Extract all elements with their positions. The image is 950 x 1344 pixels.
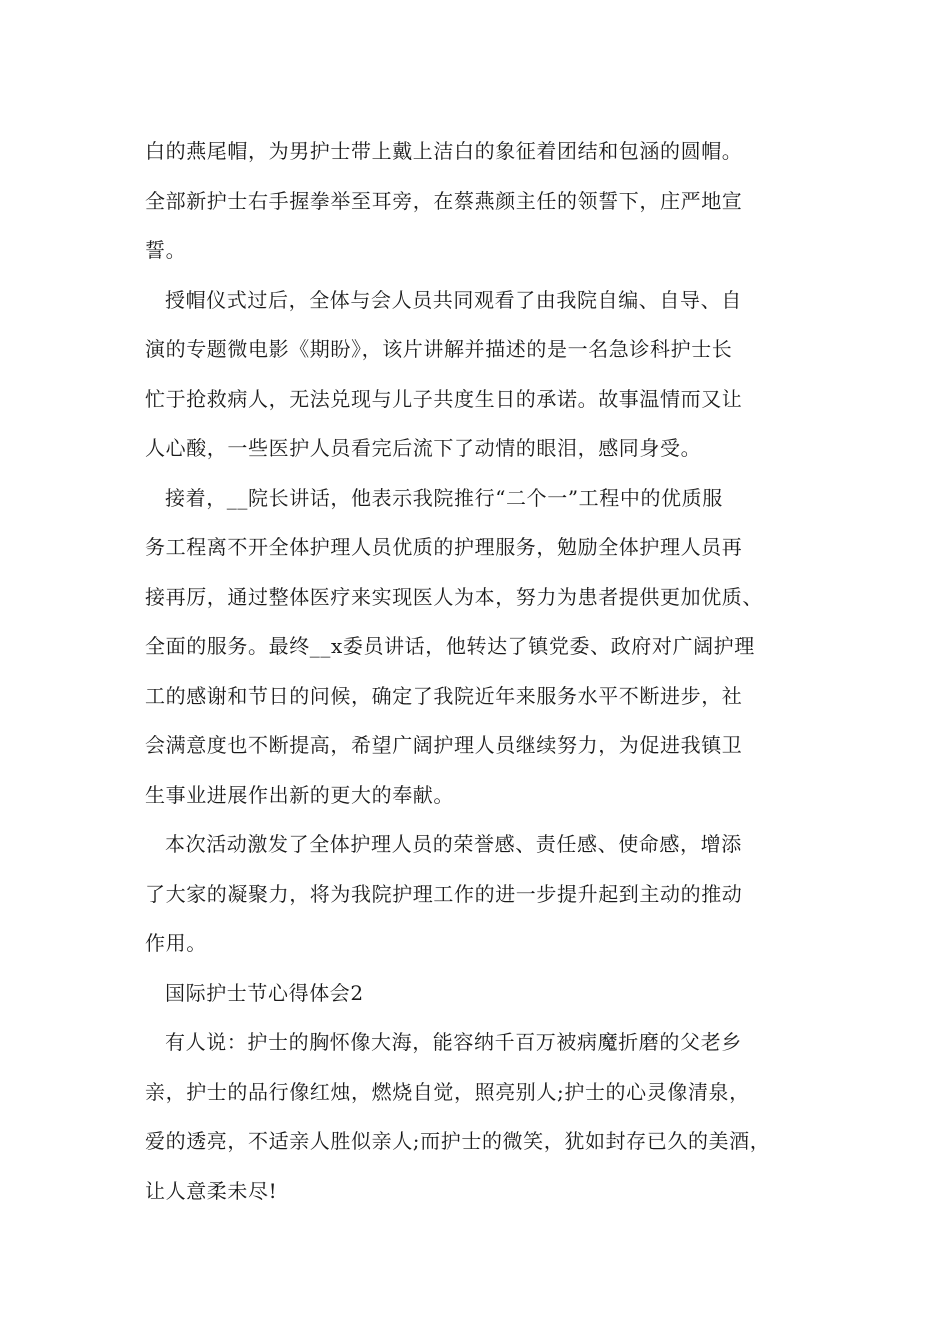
text-line: 让人意柔未尽!: [145, 1178, 278, 1203]
section-heading: [145, 969, 825, 1019]
text-line: 务工程离不开全体护理人员优质的护理服务，勉励全体护理人员再: [145, 535, 743, 559]
text-line: 白的燕尾帽，为男护士带上戴上洁白的象征着团结和包涵的圆帽。: [145, 139, 743, 163]
text-line: 了大家的凝聚力，将为我院护理工作的进一步提升起到主动的推动: [145, 881, 743, 906]
paragraph: [145, 127, 825, 276]
paragraph: [145, 276, 825, 474]
text-line: 本次活动激发了全体护理人员的荣誉感、责任感、使命感，增添: [165, 832, 742, 856]
paragraph: [145, 474, 825, 821]
document-body: [145, 127, 825, 1216]
text-line: 接着，__院长讲话，他表示我院推行“二个一”工程中的优质服: [165, 485, 723, 510]
text-line: 演的专题微电影《期盼》，该片讲解并描述的是一名急诊科护士长: [145, 337, 733, 361]
text-line: 会满意度也不断提高，希望广阔护理人员继续努力，为促进我镇卫: [145, 733, 743, 757]
text-line: 授帽仪式过后，全体与会人员共同观看了由我院自编、自导、自: [165, 287, 742, 312]
text-line: 亲，护士的品行像红烛，燃烧自觉，照亮别人;护士的心灵像清泉，: [145, 1079, 750, 1104]
text-line: 爱的透亮，不适亲人胜似亲人;而护士的微笑，犹如封存已久的美酒，: [145, 1129, 771, 1153]
heading-text: 国际护士节心得体会2: [165, 980, 364, 1005]
text-line: 有人说：护士的胸怀像大海，能容纳千百万被病魔折磨的父老乡: [165, 1030, 742, 1054]
text-line: 忙于抢救病人，无法兑现与儿子共度生日的承诺。故事温情而又让: [145, 386, 743, 411]
text-line: 全面的服务。最终__x委员讲话，他转达了镇党委、政府对广阔护理: [145, 634, 755, 658]
paragraph: [145, 1018, 825, 1216]
text-line: 生事业进展作出新的更大的奉献。: [145, 782, 454, 807]
paragraph: [145, 820, 825, 969]
text-line: 接再厉，通过整体医疗来实现医人为本，努力为患者提供更加优质、: [145, 584, 763, 609]
text-line: 作用。: [145, 931, 207, 955]
text-line: 人心酸，一些医护人员看完后流下了动情的眼泪，感同身受。: [145, 436, 702, 460]
text-line: 誓。: [145, 238, 187, 262]
text-line: 全部新护士右手握拳举至耳旁，在蔡燕颜主任的领誓下，庄严地宣: [145, 188, 743, 213]
text-line: 工的感谢和节日的问候，确定了我院近年来服务水平不断进步，社: [145, 683, 743, 708]
